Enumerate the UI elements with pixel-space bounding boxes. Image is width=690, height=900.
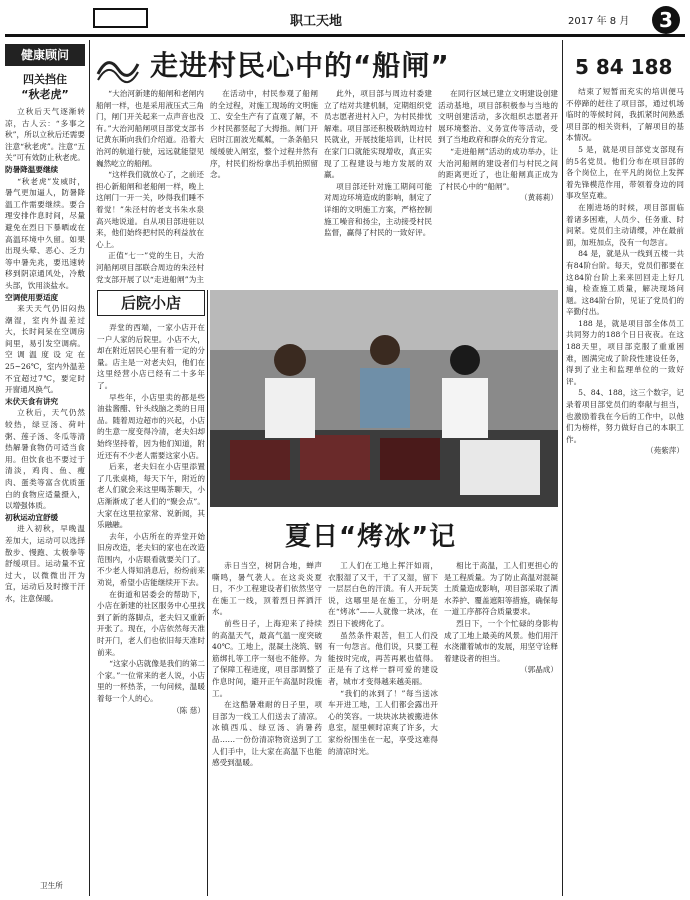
column-rule bbox=[562, 40, 563, 896]
article4-para: 5 是，就是项目部党支部现有的5名党员。他们分布在项目部的各个岗位上，在平凡的岗位上发挥着先锋模范作用，带领着身边的同事攻坚克难。 bbox=[566, 144, 684, 201]
article2-para: 后来，老夫妇在小店里添置了几张桌椅，每天下午，附近的老人们就会来这里喝茶聊天，小店渐渐成了老人们的“聚会点”。大家在这里拉家常、说新闻，其乐融融。 bbox=[97, 462, 205, 530]
article3-para: 相比于高温，工人们更担心的是工程质量。为了防止高温对混凝土质量造成影响，项目部采取了洒水养护、覆盖遮阳等措施，确保每一道工序都符合质量要求。 bbox=[444, 561, 558, 617]
column-rule bbox=[89, 40, 90, 896]
sidebar-banner: 健康顾问 bbox=[5, 44, 85, 66]
sidebar-title bbox=[5, 72, 85, 102]
article1-byline: （黄蒋莉） bbox=[520, 193, 558, 203]
article1-para: “大治河新建的船闸和老闸内船闸一样，也是采用液压式三角门，闸门开关起来一点声音也没有。”大治河船闸项目部党支部书记黄东斯向我们介绍道。沿着大治河的航道行驶，远远就能望见巍然屹立的船闸。 bbox=[96, 89, 204, 168]
article3-para: 前些日子，上海迎来了持续的高温天气，最高气温一度突破40℃。工地上，混凝土浇筑、钢筋绑扎等工序一刻也不能停。为了保障工程进度，项目部调整了作息时间，避开正午高温时段施工。 bbox=[212, 618, 322, 698]
article2-para: “这家小店就像是我们的第二个家。”一位常来的老人说，小店里的一杯热茶，一句问候，温暖着每一个人的心。 bbox=[97, 659, 205, 703]
article3-byline: （郭晶成） bbox=[520, 665, 558, 675]
article4-byline: （苑紫萍） bbox=[646, 446, 684, 456]
article3-para: 赤日当空，树阴合地，蝉声嘶鸣，暑气袭人。在这炎炎夏日，不少工程建设者们依然坚守在施工一线，顶着烈日挥洒汗水。 bbox=[212, 561, 322, 617]
article3-col3 bbox=[444, 560, 558, 894]
page-number: 3 bbox=[652, 6, 680, 34]
article2-para: 弄堂的西端，一家小店开在一户人家的后院里。小店不大，却在附近居民心里有着一定的分量。店主是一对老夫妇，他们在这里经营小店已经有二十多年了。 bbox=[97, 323, 205, 390]
article3-para: 烈日下，一个个忙碌的身影构成了工地上最美的风景。他们用汗水浇灌着城市的发展，用坚守诠释着建设者的担当。 bbox=[444, 618, 558, 663]
article1-col3 bbox=[324, 88, 432, 284]
article2-title: 后院小店 bbox=[97, 290, 205, 316]
article1-col2 bbox=[210, 88, 318, 284]
sidebar-para: “秋老虎”发威时，暑气更加逼人，防暑降温工作需要继续。要合理安排作息时间，尽量避免在烈日下暴晒或在高温环境中久留。如果出现头晕、恶心、乏力等中暑先兆，要迅速转移到阴凉通风处，冷敷头部，饮用淡盐水。 bbox=[5, 176, 85, 290]
article4-para: 188 是，就是项目部全体员工共同努力的188个日日夜夜。在这188天里，项目部克服了重重困难，圆满完成了阶段性建设任务，得到了业主和监理单位的一致好评。 bbox=[566, 318, 684, 386]
sidebar-byline: 卫生所 bbox=[40, 881, 63, 890]
article4-title: 5 84 188 bbox=[575, 55, 673, 79]
sidebar-subhead: 空调使用要适度 bbox=[5, 292, 59, 302]
section-title: 职工天地 bbox=[290, 14, 343, 29]
article2-para: 早些年，小店里卖的都是些油盐酱醋、针头线脑之类的日用品。随着周边超市的兴起，小店的生意一度变得冷清，老夫妇却始终坚持着，因为他们知道，附近还有不少老人需要这家小店。 bbox=[97, 392, 205, 460]
article4-para: 84 是，就是从一线到五楼一共有84阶台阶。每天，党员们都要在这84阶台阶上来来回回走上好几遍，检查施工质量，解决现场问题。这84阶台阶，见证了党员们的辛勤付出。 bbox=[566, 249, 684, 317]
sidebar-body bbox=[5, 106, 85, 876]
article3-para: 在这酷暑难耐的日子里，项目部为一线工人们送去了清凉。冰镇西瓜、绿豆汤、消暑药品……一份份清凉物资送到了工人们手中，让大家在高温下也能感受到温暖。 bbox=[212, 700, 322, 768]
article4-body bbox=[566, 86, 684, 894]
article3-title: 夏日“烤冰”记 bbox=[285, 522, 457, 552]
column-rule bbox=[207, 290, 208, 896]
sidebar-subhead: 初秋运动宜舒缓 bbox=[5, 512, 59, 522]
sidebar-para: 立秋后天气逐渐转凉，古人云：“多事之秋”，所以立秋后还需要注意“秋老虎”。注意“五关”可有效防止秋老虎。 bbox=[5, 107, 85, 163]
article3-para: 工人们在工地上挥汗如雨，衣服湿了又干，干了又湿，留下一层层白色的汗渍。有人开玩笑说，这哪里是在施工，分明是在“烤冰”——人就像一块冰，在烈日下被烤化了。 bbox=[328, 561, 438, 628]
article2-para: 去年，小店所在的弄堂开始旧房改造，老夫妇的家也在改造范围内，小店眼看就要关门了。不少老人得知消息后，纷纷前来劝说，希望小店能继续开下去。 bbox=[97, 531, 205, 588]
news-photo bbox=[210, 290, 558, 507]
photo-scene-icon bbox=[210, 290, 558, 507]
sidebar-title-line1: 四关挡住 bbox=[23, 73, 67, 86]
article1-para: 在同行区域已建立文明建设创建活动基地，项目部积极参与当地的文明创建活动，多次组织志愿者开展环境整治、义务宣传等活动，受到了当地政府和群众的充分肯定。 bbox=[438, 89, 558, 145]
wave-decoration-icon bbox=[96, 44, 140, 84]
issue-date: 2017 年 8 月 bbox=[568, 16, 630, 27]
article1-para: 在活动中，村民参观了船闸的全过程，对施工现场的文明施工、安全生产有了直观了解，不少村民都竖起了大拇指。闸门开启时江面波光粼粼，一条条船只缓缓驶入闸室，整个过程井然有序，村民们纷纷拿出手机拍照留念。 bbox=[210, 89, 318, 180]
header-rule bbox=[5, 34, 685, 37]
article2-body bbox=[97, 322, 205, 892]
header-logo-box bbox=[93, 8, 148, 28]
sidebar-para: 进入初秋，早晚温差加大，运动可以选择散步、慢跑、太极拳等舒缓项目。运动量不宜过大，以微微出汗为宜，运动后及时擦干汗水，注意保暖。 bbox=[5, 524, 85, 603]
article2-byline: （陈 慈） bbox=[172, 705, 205, 715]
article3-col1 bbox=[212, 560, 322, 894]
sidebar-para: 来天天气仍旧闷热潮湿，室内外温差过大，长时间呆在空调房间里，易引发空调病。空调温度设定在25~26℃，室内外温差不宜超过7℃，要定时开窗通风换气。 bbox=[5, 304, 85, 395]
sidebar-para: 立秋后，天气仍然较热，绿豆汤、荷叶粥、莲子汤、冬瓜等清热解暑食物仍可适当食用。但饮食也不要过于清淡，鸡肉、鱼、瘦肉、蛋类等富含优质蛋白的食物应适量摄入，以增强体质。 bbox=[5, 408, 85, 511]
sidebar-subhead: 末伏天食有讲究 bbox=[5, 396, 59, 406]
article4-para: 在刚进场的时候，项目部面临着诸多困难，人员少、任务重、时间紧。党员们主动请缨，冲在最前面，加班加点，没有一句怨言。 bbox=[566, 202, 684, 247]
article2-para: 在街道和居委会的帮助下，小店在新建的社区服务中心里找到了新的落脚点，老夫妇又重新开张了。现在，小店依然每天准时开门，老人们也依旧每天准时前来。 bbox=[97, 589, 205, 657]
article1-title: 走进村民心中的“船闸” bbox=[150, 49, 450, 82]
article1-col4 bbox=[438, 88, 558, 284]
article4-para: 5、84、188，这三个数字，记录着项目部党员们的奉献与担当，也激励着我在今后的工作中，以他们为榜样，努力做好自己的本职工作。 bbox=[566, 388, 684, 444]
article1-para: 正值“七一”党的生日，大治河船闸项目部联合周边的朱泾村党支部开展了以“走进船闸”为主 bbox=[96, 251, 204, 284]
article1-col1 bbox=[96, 88, 204, 284]
article3-col2 bbox=[328, 560, 438, 894]
article4-para: 结束了短暂而充实的培训便马不停蹄的赶往了项目部，通过机场临时的等候时间，我抓紧时间熟悉项目部的相关资料，了解项目的基本情况。 bbox=[566, 87, 684, 143]
article1-para: “走进船闸”活动的成功举办，让大治河船闸的建设者们与村民之间的距离更近了，也让船闸真正成为了村民心中的“船闸”。 bbox=[438, 146, 558, 191]
article3-para: “我们的冰到了！”每当送冰车开进工地，工人们都会露出开心的笑容。一块块冰块被搬进休息室，屋里顿时凉爽了许多，大家纷纷围坐在一起，享受这难得的清凉时光。 bbox=[328, 688, 438, 756]
sidebar-title-line2: “秋老虎” bbox=[21, 88, 69, 101]
sidebar-subhead: 防暑降温要继续 bbox=[5, 164, 59, 174]
article3-para: 虽然条件艰苦，但工人们没有一句怨言。他们说，只要工程能按时完成，再苦再累也值得。正是有了这样一群可爱的建设者，城市才变得越来越美丽。 bbox=[328, 630, 438, 686]
article1-para: 此外，项目部与周边村委建立了结对共建机制，定期组织党员志愿者进村入户，为村民排忧解难。项目部还积极吸纳周边村民就业，开展技能培训，让村民在家门口就能实现增收，真正实现了工程建设与地方发展的双赢。 bbox=[324, 89, 432, 180]
article1-para: “这样我们就放心了，之前还担心新船闸和老船闸一样，晚上这闸门一开一关，吵得我们睡不着觉！”朱泾村的老支书朱水泉高兴地说道。自从项目部进驻以来，他们始终把村民的利益放在心上。 bbox=[96, 170, 204, 249]
article1-para: 项目部还针对施工期间可能对周边环境造成的影响，制定了详细的文明施工方案，严格控制施工噪音和扬尘，主动接受村民监督，赢得了村民的一致好评。 bbox=[324, 181, 432, 238]
